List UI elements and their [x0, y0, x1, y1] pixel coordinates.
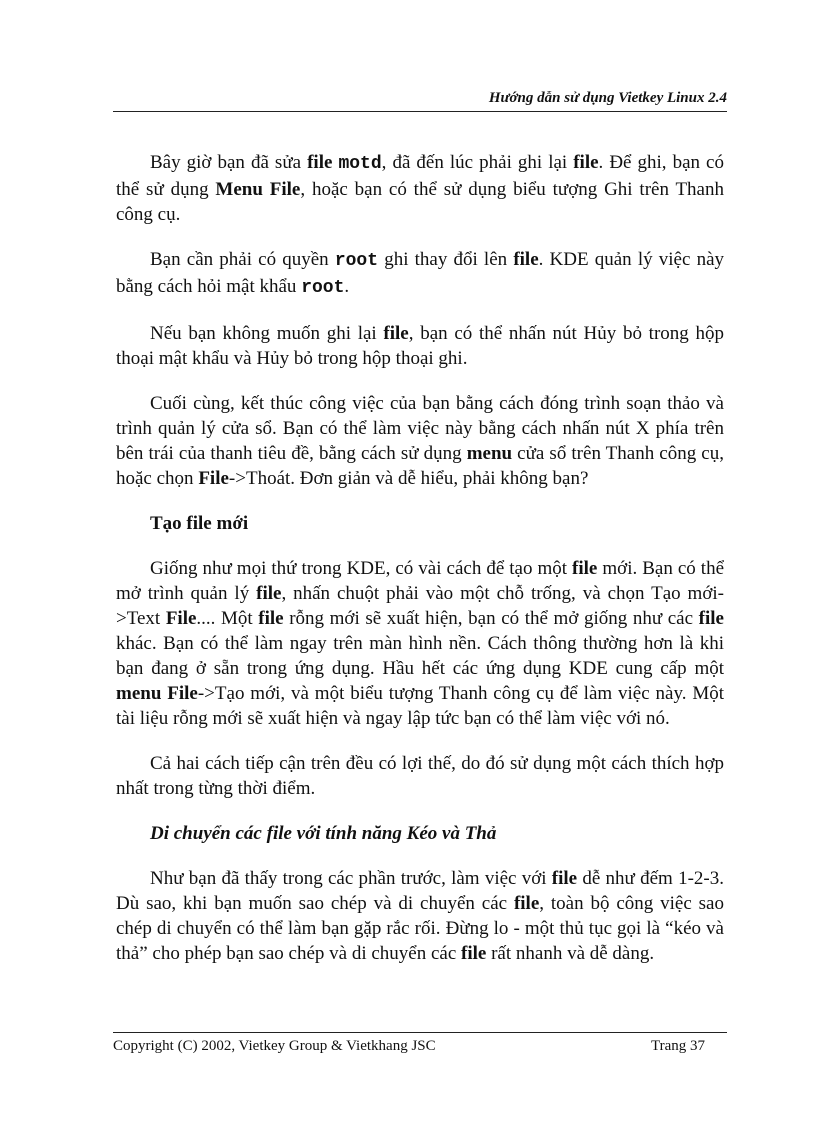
- paragraph-2: Bạn cần phải có quyền root ghi thay đổi lên file. KDE quản lý việc này bằng cách hỏi mật khẩu root.: [116, 249, 724, 298]
- section-heading-drag-drop: Di chuyển các file với tính năng Kéo và Thả: [150, 823, 497, 844]
- paragraph-3: Nếu bạn không muốn ghi lại file, bạn có thể nhấn nút Hủy bỏ trong hộp thoại mật khẩu và Hủy bỏ trong hộp thoại ghi.: [116, 323, 724, 369]
- paragraph-5: Giống như mọi thứ trong KDE, có vài cách để tạo một file mới. Bạn có thể mở trình quản lý file, nhấn chuột phải vào một chỗ trống, và chọn Tạo mới->Text File.... Một file rỗng mới sẽ xuất hiện, bạn có thể mở giống như các file khác. Bạn có thể làm ngay trên màn hình nền. Cách thông thường hơn là khi bạn đang ở sẵn trong ứng dụng. Hầu hết các ứng dụng KDE cung cấp một menu File->Tạo mới, và một biểu tượng Thanh công cụ để làm việc này. Một tài liệu rỗng mới sẽ xuất hiện và ngay lập tức bạn có thể làm việc với nó.: [116, 558, 725, 729]
- section-heading-new-file: Tạo file mới: [150, 513, 249, 534]
- paragraph-1: Bây giờ bạn đã sửa file motd, đã đến lúc phải ghi lại file. Để ghi, bạn có thể sử dụng Menu File, hoặc bạn có thể sử dụng biểu tượng Ghi trên Thanh công cụ.: [116, 152, 724, 225]
- paragraph-6: Cả hai cách tiếp cận trên đều có lợi thế, do đó sử dụng một cách thích hợp nhất trong từng thời điểm.: [116, 753, 724, 799]
- header-title: Hướng dẫn sử dụng Vietkey Linux 2.4: [488, 90, 727, 106]
- paragraph-7: Như bạn đã thấy trong các phần trước, làm việc với file dễ như đếm 1-2-3. Dù sao, khi bạn muốn sao chép và di chuyển các file, toàn bộ công việc sao chép di chuyển có thể làm bạn gặp rắc rối. Đừng lo - một thủ tục gọi là “kéo và thả” cho phép bạn sao chép và di chuyển các file rất nhanh và dễ dàng.: [116, 868, 724, 964]
- paragraph-4: Cuối cùng, kết thúc công việc của bạn bằng cách đóng trình soạn thảo và trình quản lý cửa sổ. Bạn có thể làm việc này bằng cách nhấn nút X phía trên bên trái của thanh tiêu đề, bằng cách sử dụng menu cửa sổ trên Thanh công cụ, hoặc chọn File->Thoát. Đơn giản và dễ hiểu, phải không bạn?: [116, 393, 724, 489]
- page-footer: [113, 1032, 727, 1055]
- page-number: Trang 37: [650, 1038, 705, 1054]
- footer-copyright: Copyright (C) 2002, Vietkey Group & Vietkhang JSC: [113, 1038, 436, 1054]
- page-content: [116, 150, 724, 986]
- page-header: [113, 90, 727, 112]
